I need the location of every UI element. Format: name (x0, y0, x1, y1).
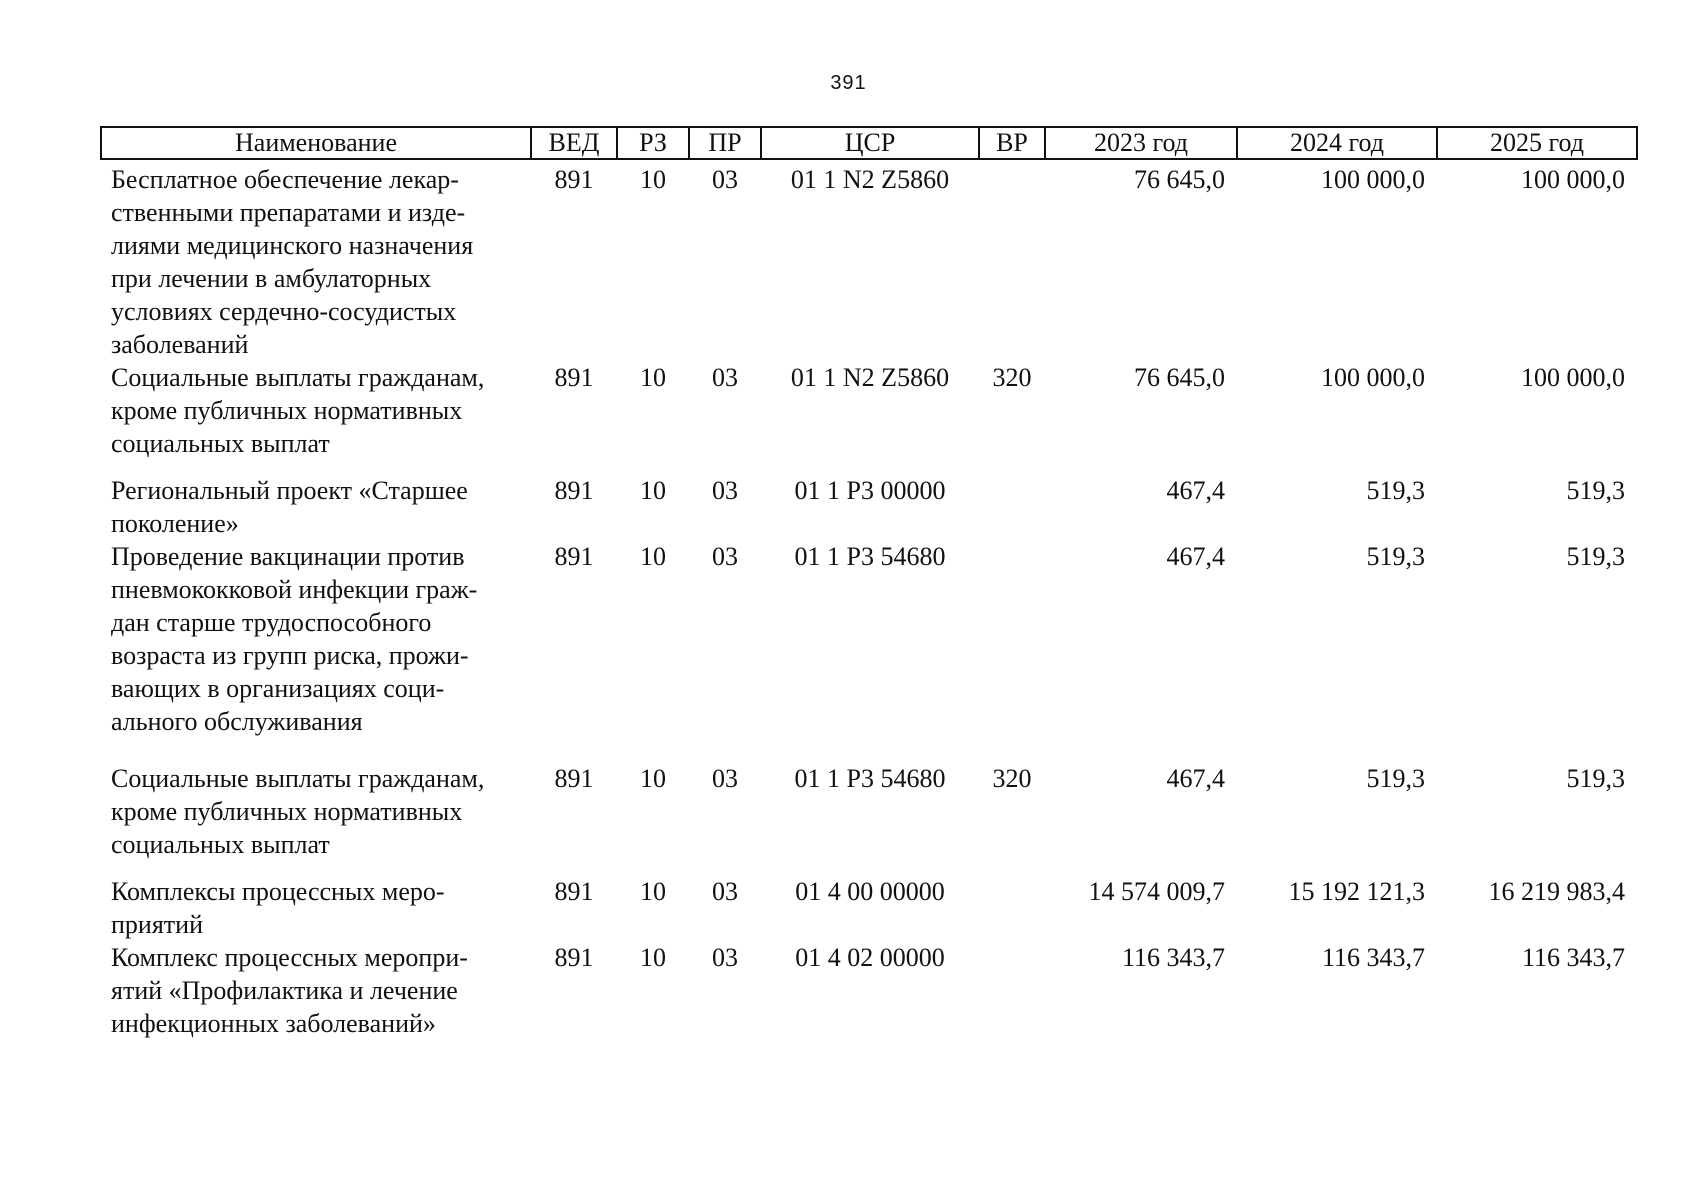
row-vr-cell (979, 159, 1045, 361)
column-header-2023: 2023 год (1045, 127, 1237, 159)
row-2023-cell: 467,4 (1166, 764, 1225, 793)
row-2023-cell: 76 645,0 (1134, 165, 1225, 194)
row-2025-cell: 100 000,0 (1521, 165, 1625, 194)
row-2024-cell: 116 343,7 (1321, 943, 1425, 972)
row-2024-cell: 15 192 121,3 (1288, 877, 1425, 906)
row-rz-cell: 10 (640, 363, 666, 392)
row-csr-cell: 01 1 N2 Z5860 (790, 363, 950, 392)
row-ved-cell: 891 (554, 877, 594, 906)
row-rz-cell: 10 (640, 542, 666, 571)
row-rz-cell: 10 (640, 165, 666, 194)
row-ved-cell: 891 (554, 363, 594, 392)
column-header-2025: 2025 год (1437, 127, 1637, 159)
row-ved-cell: 891 (554, 476, 594, 505)
row-vr-cell (979, 861, 1045, 941)
row-2025-cell: 16 219 983,4 (1488, 877, 1625, 906)
row-pr-cell: 03 (712, 764, 738, 793)
row-2025-cell: 519,3 (1566, 476, 1625, 505)
row-2024-cell: 519,3 (1366, 764, 1425, 793)
row-pr-cell: 03 (712, 363, 738, 392)
row-name-cell: Комплексы процессных меро- приятий (111, 877, 445, 939)
row-2023-cell: 116 343,7 (1121, 943, 1225, 972)
table-header-row (101, 127, 1637, 159)
row-vr-cell: 320 (992, 363, 1032, 392)
page-number: 391 (830, 72, 867, 94)
row-ved-cell: 891 (554, 542, 594, 571)
table-body (101, 159, 1637, 1040)
row-csr-cell: 01 4 02 00000 (795, 943, 945, 972)
row-name-cell: Социальные выплаты гражданам, кроме публичных нормативных социальных выплат (111, 363, 485, 458)
row-vr-cell (979, 540, 1045, 738)
row-2024-cell: 519,3 (1366, 542, 1425, 571)
row-ved-cell: 891 (554, 943, 594, 972)
row-name-cell: Проведение вакцинации против пневмококковой инфекции граж- дан старше трудоспособного возраста из групп риска, прожи- вающих в организациях соци- ального обслуживания (111, 542, 478, 736)
table-row (101, 540, 1637, 738)
table-row (101, 738, 1637, 861)
row-csr-cell: 01 1 P3 54680 (794, 764, 946, 793)
table-row (101, 861, 1637, 941)
row-rz-cell: 10 (640, 943, 666, 972)
row-csr-cell: 01 1 P3 00000 (794, 476, 946, 505)
row-2024-cell: 100 000,0 (1321, 363, 1425, 392)
row-name-cell: Бесплатное обеспечение лекар- ственными препаратами и изде- лиями медицинского назначения при лечении в амбулаторных условиях сердечно-сосудистых заболеваний (111, 165, 474, 359)
row-pr-cell: 03 (712, 542, 738, 571)
table-row (101, 159, 1637, 361)
budget-table (100, 126, 1638, 1040)
row-2025-cell: 519,3 (1566, 764, 1625, 793)
column-header-vr: ВР (979, 127, 1045, 159)
row-pr-cell: 03 (712, 165, 738, 194)
row-2023-cell: 76 645,0 (1134, 363, 1225, 392)
row-2024-cell: 100 000,0 (1321, 165, 1425, 194)
row-2025-cell: 116 343,7 (1521, 943, 1625, 972)
table-row (101, 460, 1637, 540)
row-ved-cell: 891 (554, 165, 594, 194)
row-name-cell: Региональный проект «Старшее поколение» (111, 476, 468, 538)
row-vr-cell: 320 (992, 764, 1032, 793)
row-2023-cell: 467,4 (1166, 476, 1225, 505)
table-row (101, 361, 1637, 460)
row-pr-cell: 03 (712, 476, 738, 505)
row-csr-cell: 01 1 P3 54680 (794, 542, 946, 571)
row-vr-cell (979, 941, 1045, 1040)
row-pr-cell: 03 (712, 943, 738, 972)
row-csr-cell: 01 4 00 00000 (795, 877, 945, 906)
column-header-2024: 2024 год (1237, 127, 1437, 159)
row-2025-cell: 519,3 (1566, 542, 1625, 571)
row-2023-cell: 467,4 (1166, 542, 1225, 571)
row-ved-cell: 891 (554, 764, 594, 793)
row-vr-cell (979, 460, 1045, 540)
row-2025-cell: 100 000,0 (1521, 363, 1625, 392)
table-row (101, 941, 1637, 1040)
row-name-cell: Социальные выплаты гражданам, кроме публичных нормативных социальных выплат (111, 764, 485, 859)
row-pr-cell: 03 (712, 877, 738, 906)
row-rz-cell: 10 (640, 476, 666, 505)
column-header-csr: ЦСР (761, 127, 979, 159)
row-rz-cell: 10 (640, 877, 666, 906)
row-name-cell: Комплекс процессных меропри- ятий «Профилактика и лечение инфекционных заболеваний» (111, 943, 468, 1038)
column-header-name: Наименование (101, 127, 531, 159)
row-2024-cell: 519,3 (1366, 476, 1425, 505)
column-header-pr: ПР (689, 127, 761, 159)
row-csr-cell: 01 1 N2 Z5860 (790, 165, 950, 194)
column-header-rz: РЗ (617, 127, 689, 159)
row-rz-cell: 10 (640, 764, 666, 793)
column-header-ved: ВЕД (531, 127, 617, 159)
row-2023-cell: 14 574 009,7 (1088, 877, 1225, 906)
